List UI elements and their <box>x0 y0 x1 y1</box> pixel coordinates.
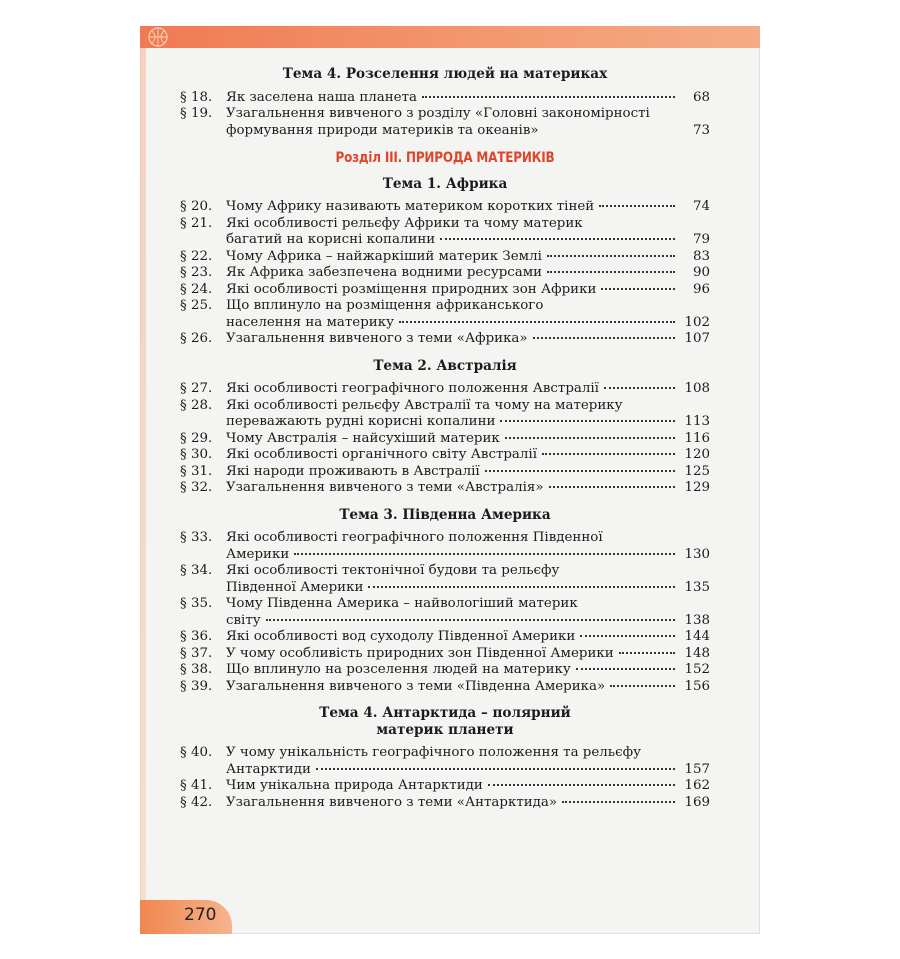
entry-page: 102 <box>684 314 710 330</box>
toc-entry[interactable] <box>180 530 710 563</box>
toc-entry[interactable] <box>180 447 710 464</box>
toc-entry[interactable] <box>180 282 710 299</box>
toc-entry[interactable] <box>180 331 710 348</box>
entry-number: § 19. <box>180 106 213 121</box>
entry-page: 135 <box>684 579 710 595</box>
entry-page: 162 <box>684 778 710 793</box>
dot-leader <box>485 470 675 472</box>
entry-page: 169 <box>684 794 710 810</box>
toc-entry[interactable] <box>180 381 710 398</box>
topic-heading: Тема 3. Південна Америка <box>339 506 551 523</box>
dot-leader <box>500 420 675 422</box>
entry-number: § 42. <box>180 794 213 810</box>
entry-number: § 37. <box>180 645 213 661</box>
toc-entry[interactable] <box>180 265 710 282</box>
toc-entry[interactable] <box>180 464 710 481</box>
dot-leader <box>368 586 675 588</box>
dot-leader <box>399 321 675 323</box>
entry-title: Узагальнення вивченого з теми «Африка» <box>226 331 528 346</box>
entry-title: Які особливості тектонічної будови та рельєфу <box>226 563 560 578</box>
entry-number: § 40. <box>180 745 213 760</box>
entry-title: Чому Австралія – найсухіший материк <box>226 430 500 446</box>
entry-number: § 20. <box>180 199 213 214</box>
entry-title: Які особливості рельєфу Африки та чому материк <box>226 215 583 231</box>
entry-title: Узагальнення вивченого з теми «Антарктида» <box>226 794 558 810</box>
dot-leader <box>576 668 675 670</box>
entry-title: Америки <box>226 546 290 562</box>
dot-leader <box>488 784 675 786</box>
entry-title: Як Африка забезпечена водними ресурсами <box>226 265 543 280</box>
entry-title: Чому Африка – найжаркіший материк Землі <box>226 248 542 264</box>
toc-entry[interactable] <box>180 431 710 448</box>
dot-leader <box>316 768 675 770</box>
entry-title: Які особливості органічного світу Австралії <box>226 447 537 462</box>
entry-page: 120 <box>684 447 710 462</box>
topic-heading: Тема 1. Африка <box>382 175 508 192</box>
entry-page: 157 <box>684 761 710 777</box>
page-number: 270 <box>184 905 217 925</box>
dot-leader <box>599 205 675 207</box>
toc-entry[interactable] <box>180 778 710 795</box>
entry-number: § 18. <box>180 89 213 105</box>
entry-title: Що вплинуло на розселення людей на материку <box>226 662 571 677</box>
entry-number: § 41. <box>180 778 213 793</box>
toc-entry[interactable] <box>180 745 710 778</box>
entry-title: населення на материку <box>226 314 394 330</box>
entry-page: 83 <box>692 248 710 264</box>
entry-page: 107 <box>684 331 710 346</box>
entry-number: § 29. <box>180 430 213 446</box>
entry-number: § 35. <box>180 596 213 611</box>
entry-number: § 32. <box>180 480 213 495</box>
entry-title: Які особливості вод суходолу Південної Америки <box>226 629 576 644</box>
toc-entry[interactable] <box>180 106 710 139</box>
entry-number: § 31. <box>180 463 213 479</box>
dot-leader <box>266 619 675 621</box>
dot-leader <box>547 255 675 257</box>
dot-leader <box>440 238 675 240</box>
entry-number: § 24. <box>180 281 213 297</box>
entry-page: 108 <box>684 381 710 396</box>
entry-number: § 36. <box>180 629 213 644</box>
dot-leader <box>601 288 675 290</box>
toc-entry[interactable] <box>180 629 710 646</box>
topic-heading: Тема 2. Австралія <box>373 357 517 374</box>
entry-title: формування природи материків та океанів» <box>226 122 539 138</box>
entry-page: 152 <box>684 662 710 677</box>
topic-heading: Тема 4. Розселення людей на материках <box>282 66 608 82</box>
entry-page: 113 <box>684 414 710 429</box>
entry-title: Узагальнення вивченого з розділу «Головні закономірності <box>226 106 650 121</box>
entry-title: Які народи проживають в Австралії <box>226 463 480 479</box>
toc-entry[interactable] <box>180 646 710 663</box>
book-page <box>140 26 760 934</box>
entry-title: Які особливості географічного положення Південної <box>226 530 603 545</box>
entry-title: У чому унікальність географічного положення та рельєфу <box>226 745 641 760</box>
entry-title: Які особливості розміщення природних зон Африки <box>226 281 597 297</box>
toc-entry[interactable] <box>180 216 710 249</box>
toc-entry[interactable] <box>180 199 710 216</box>
entry-title: багатий на корисні копалини <box>226 232 436 247</box>
page-number-tab <box>140 900 232 934</box>
entry-title: Які особливості географічного положення Австралії <box>226 381 599 396</box>
entry-number: § 27. <box>180 381 213 396</box>
entry-number: § 38. <box>180 662 213 677</box>
top-color-band <box>140 26 760 48</box>
entry-title: Що вплинуло на розміщення африканського <box>226 298 544 313</box>
entry-number: § 28. <box>180 397 213 413</box>
entry-number: § 25. <box>180 298 213 313</box>
entry-page: 138 <box>684 612 710 628</box>
entry-page: 144 <box>684 629 710 644</box>
entry-page: 68 <box>692 89 710 105</box>
toc-entry[interactable] <box>180 596 710 629</box>
page-edge-shade <box>140 48 146 900</box>
entry-title: Антарктиди <box>226 761 311 777</box>
entry-title: Чому Африку називають материком коротких тіней <box>226 199 595 214</box>
entry-page: 130 <box>684 546 710 562</box>
entry-title: Чому Південна Америка – найвологіший материк <box>226 596 578 611</box>
dot-leader <box>547 271 675 273</box>
entry-page: 148 <box>684 645 710 661</box>
dot-leader <box>533 337 675 339</box>
dot-leader <box>604 387 675 389</box>
topic-heading: материк планети <box>376 721 514 738</box>
toc-entry[interactable] <box>180 90 710 107</box>
dot-leader <box>542 453 675 455</box>
dot-leader <box>505 437 675 439</box>
entry-title: Узагальнення вивченого з теми «Південна Америка» <box>226 678 606 694</box>
entry-page: 74 <box>692 199 710 214</box>
toc-entry[interactable] <box>180 563 710 596</box>
toc-entry[interactable] <box>180 662 710 679</box>
toc-entry[interactable] <box>180 249 710 266</box>
entry-page: 129 <box>684 480 710 495</box>
table-of-contents <box>180 66 710 811</box>
entry-title: Південної Америки <box>226 579 364 595</box>
entry-number: § 22. <box>180 248 213 264</box>
toc-entry[interactable] <box>180 298 710 331</box>
dot-leader <box>619 652 675 654</box>
entry-page: 96 <box>692 281 710 297</box>
entry-title: Чим унікальна природа Антарктиди <box>226 778 483 793</box>
toc-entry[interactable] <box>180 398 710 431</box>
dot-leader <box>294 553 675 555</box>
toc-entry[interactable] <box>180 480 710 497</box>
section-heading: Розділ ІІІ. ПРИРОДА МАТЕРИКІВ <box>335 148 555 166</box>
toc-entry[interactable] <box>180 679 710 696</box>
entry-title: світу <box>226 612 261 628</box>
entry-page: 116 <box>684 430 710 446</box>
dot-leader <box>549 486 675 488</box>
entry-page: 79 <box>692 232 710 247</box>
toc-entry[interactable] <box>180 795 710 812</box>
entry-page: 73 <box>692 122 710 138</box>
entry-number: § 34. <box>180 563 213 578</box>
dot-leader <box>562 801 675 803</box>
dot-leader <box>422 96 675 98</box>
entry-number: § 26. <box>180 331 213 346</box>
entry-page: 90 <box>692 265 710 280</box>
entry-number: § 33. <box>180 530 213 545</box>
entry-number: § 30. <box>180 447 213 462</box>
entry-title: переважають рудні корисні копалини <box>226 414 496 429</box>
entry-number: § 23. <box>180 265 213 280</box>
entry-title: У чому особливість природних зон Південної Америки <box>226 645 614 661</box>
entry-page: 125 <box>684 463 710 479</box>
topic-heading: Тема 4. Антарктида – полярний <box>319 705 571 721</box>
dot-leader <box>610 685 675 687</box>
entry-title: Як заселена наша планета <box>226 89 417 105</box>
entry-number: § 39. <box>180 678 213 694</box>
entry-title: Узагальнення вивченого з теми «Австралія» <box>226 480 544 495</box>
entry-page: 156 <box>684 678 710 694</box>
globe-icon <box>144 26 172 48</box>
entry-number: § 21. <box>180 215 213 231</box>
dot-leader <box>580 635 675 637</box>
entry-title: Які особливості рельєфу Австралії та чому на материку <box>226 397 623 413</box>
